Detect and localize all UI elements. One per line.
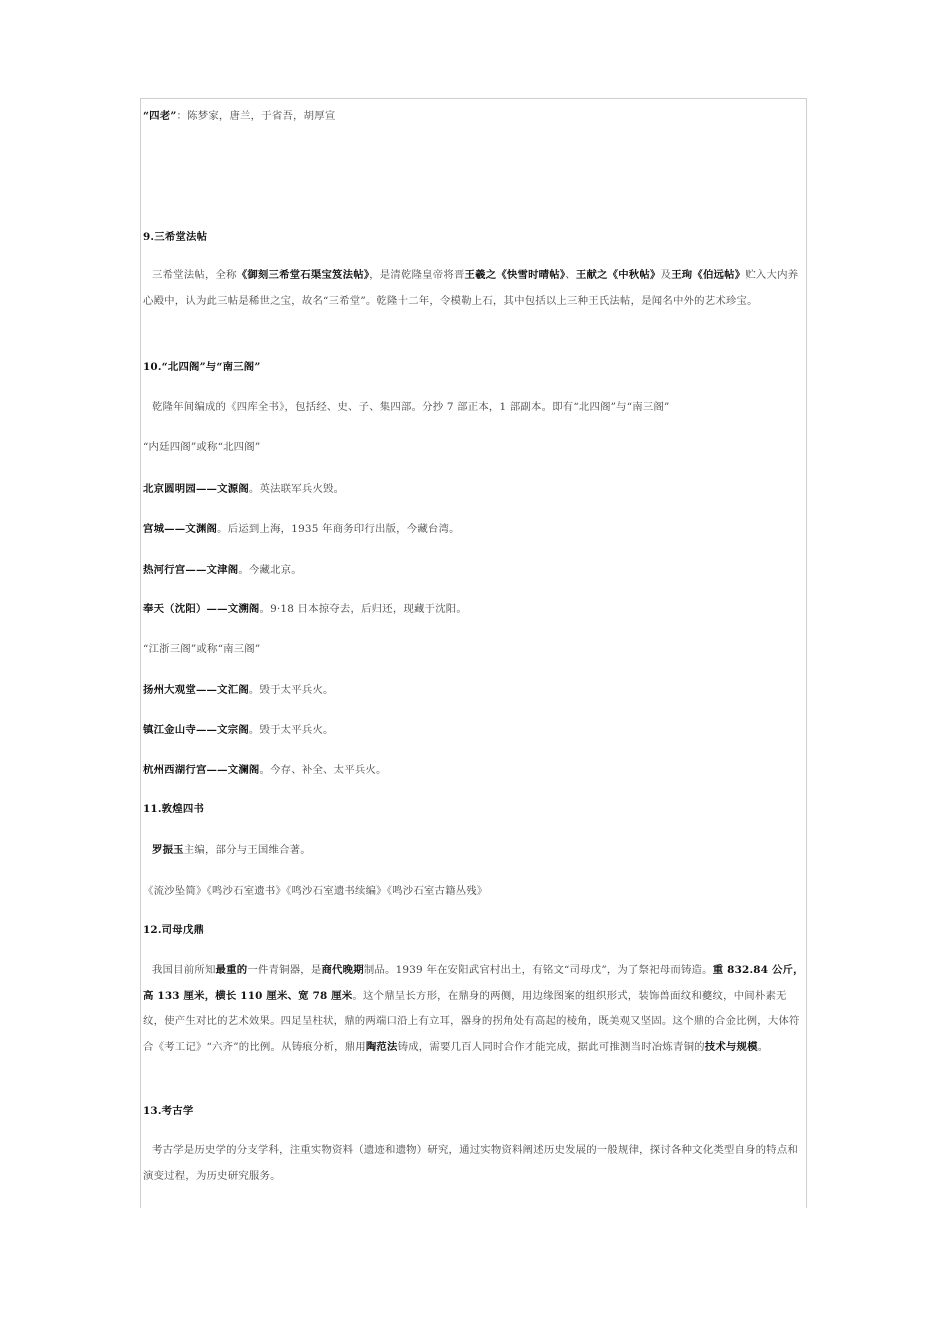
section-11-books: 《流沙坠简》《鸣沙石室遗书》《鸣沙石室遗书续编》《鸣沙石室古籍丛残》 [143, 885, 488, 897]
section-11-title: 11.敦煌四书 [143, 803, 205, 815]
note: 。后运到上海，1935 年商务印行出版，今藏台湾。 [217, 523, 460, 535]
section-9-title: 9.三希堂法帖 [143, 231, 208, 243]
text: 我国目前所知 [152, 964, 216, 976]
north-label: “内廷四阁”或称“北四阁” [143, 441, 261, 453]
north-item [143, 522, 805, 536]
place: 奉天（沈阳）——文溯阁 [143, 603, 260, 615]
section-10-title: 10.“北四阁”与“南三阁” [143, 361, 261, 373]
bold-text: 商代晚期 [321, 964, 364, 976]
note: 。今存、补全、太平兵火。 [259, 764, 387, 776]
note: 。9·18 日本掠夺去，后归还，现藏于沈阳。 [259, 603, 467, 615]
north-item [143, 482, 805, 496]
place: 杭州西湖行宫——文澜阁 [143, 764, 260, 776]
section-12-title: 12.司母戊鼎 [143, 924, 205, 936]
place: 热河行宫——文津阁 [143, 564, 239, 576]
bold-text: 王献之《中秋帖》 [575, 269, 661, 281]
south-item [143, 683, 805, 697]
section-13-body: 考古学是历史学的分支学科，注重实物资料（遗迹和遗物）研究，通过实物资料阐述历史发展的一般规律，探讨各种文化类型自身的特点和演变过程，为历史研究服务。 [143, 1144, 799, 1182]
place: 镇江金山寺——文宗阁 [143, 724, 249, 736]
section-9-body [143, 263, 805, 314]
section-11-editor [143, 843, 805, 857]
text: 一件青铜器，是 [247, 964, 322, 976]
bold-text: 王羲之《快雪时晴帖》 [464, 269, 566, 281]
place: 扬州大观堂——文汇阁 [143, 684, 249, 696]
text: 主编，部分与王国维合著。 [183, 844, 311, 856]
bold-text: 陶范法 [365, 1040, 398, 1053]
text: 、 [565, 269, 576, 281]
si-lao-heading: “四老” [143, 110, 177, 122]
section-12-body [143, 958, 805, 1060]
text: 铸成，需要几百人同时合作才能完成，据此可推测当时冶炼青铜的 [397, 1040, 705, 1053]
south-item [143, 723, 805, 737]
bold-text: 王珣《伯远帖》 [671, 269, 746, 281]
text: 。这个鼎呈长方形，在鼎身的两侧，用边缘图案的组织形式，装饰兽面纹和夔纹，中间朴素无纹，使产生对比的艺术效果。四足呈柱状，鼎的两端口沿上有立耳，器身的拐角处有高起的棱角，既美观又坚固。这个鼎的合金比例，大体符合《考工记》“六齐”的比例。从铸痕分析，鼎用 [143, 989, 800, 1053]
text: 三希堂法帖，全称 [152, 269, 237, 281]
bold-text: 最重的 [215, 964, 248, 976]
north-item [143, 563, 805, 577]
bold-text: 《御刻三希堂石渠宝笈法帖》 [236, 269, 370, 281]
note: 。毁于太平兵火。 [248, 684, 334, 696]
text: ，是清乾隆皇帝将晋 [369, 269, 465, 281]
section-13-title: 13.考古学 [143, 1105, 194, 1117]
text: 贮入大内养心殿中，认为此三帖是稀世之宝，故名“三希堂”。乾隆十二年，令模勒上石，其中包括以上三种王氏法帖，是闻名中外的艺术珍宝。 [143, 269, 799, 307]
note: 。今藏北京。 [238, 564, 302, 576]
bold-text: 重 832.84 公斤，高 133 厘米，横长 110 厘米、宽 78 厘米 [143, 964, 804, 1002]
text: 及 [660, 269, 672, 281]
si-lao-line [143, 109, 805, 123]
text: 制品。1939 年在安阳武官村出土，有铭文“司母戊”，为了祭祀母而铸造。 [363, 964, 713, 976]
place: 宫城——文渊阁 [143, 523, 218, 535]
note: 。英法联军兵火毁。 [248, 483, 345, 495]
south-item [143, 763, 805, 777]
text: 。 [757, 1040, 769, 1053]
editor-name: 罗振玉 [152, 844, 184, 856]
bold-text: 技术与规模 [704, 1040, 758, 1053]
place: 北京圆明园——文源阁 [143, 483, 249, 495]
section-10-intro: 乾隆年间编成的《四库全书》，包括经、史、子、集四部。分抄 7 部正本，1 部副本。即有“北四阁”与“南三阁” [152, 401, 670, 413]
north-item [143, 602, 805, 616]
si-lao-names: ：陈梦家，唐兰，于省吾，胡厚宣 [176, 110, 336, 122]
south-label: “江浙三阁”或称“南三阁” [143, 643, 261, 655]
note: 。毁于太平兵火。 [248, 724, 334, 736]
